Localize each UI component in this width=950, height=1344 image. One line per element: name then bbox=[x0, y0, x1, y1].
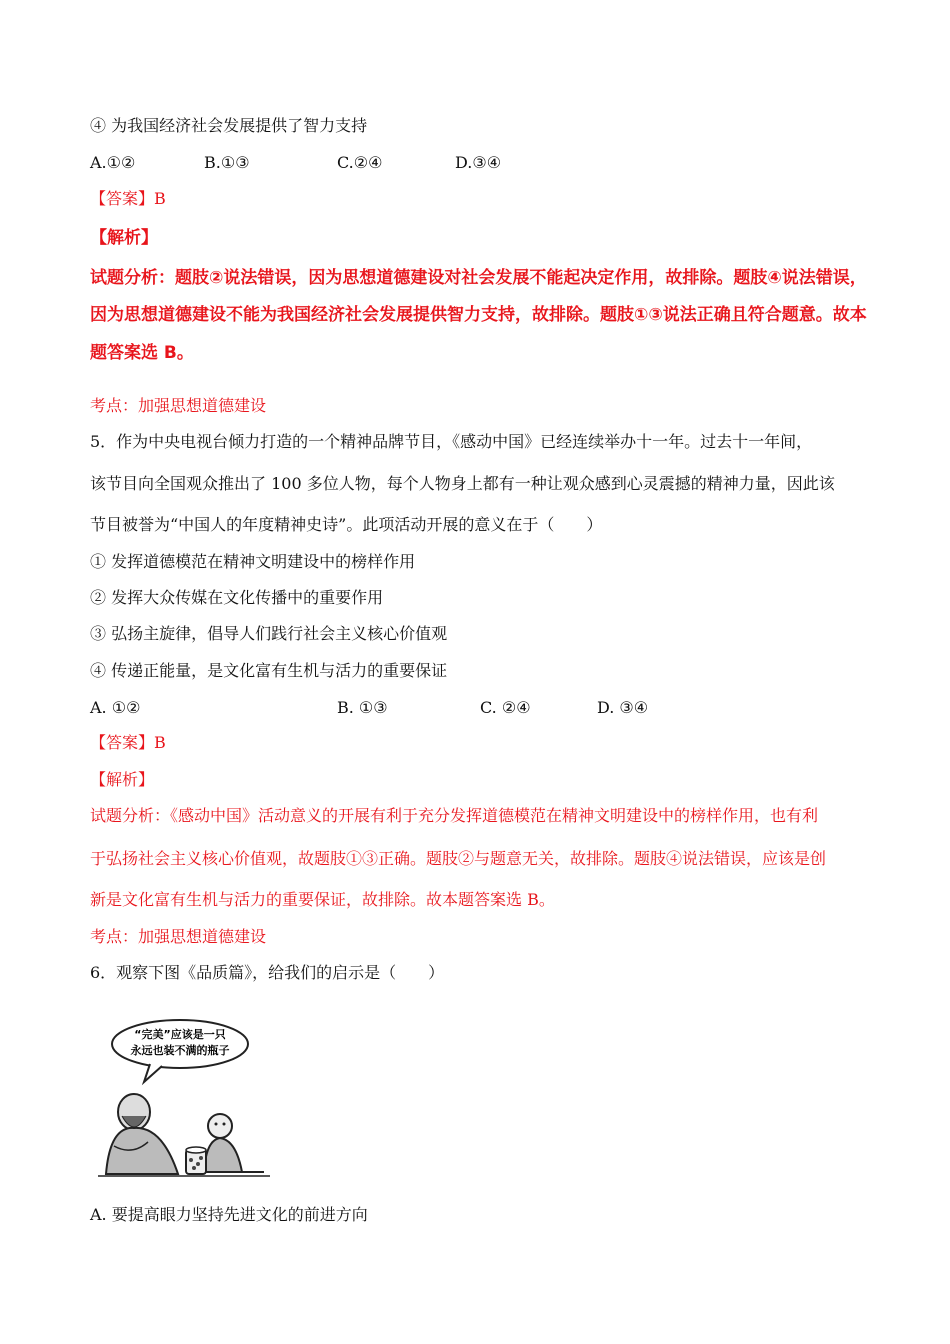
q5-stem-line-3: 节目被誉为“中国人的年度精神史诗”。此项活动开展的意义在于（ ） bbox=[90, 515, 603, 534]
q5-option-b: B. ①③ bbox=[337, 698, 388, 717]
q5-analysis-line-3: 新是文化富有生机与活力的重要保证，故排除。故本题答案选 B。 bbox=[90, 890, 555, 909]
q5-item-4: ④ 传递正能量，是文化富有生机与活力的重要保证 bbox=[90, 661, 448, 680]
q4-analysis-line-1: 试题分析：题肢②说法错误，因为思想道德建设对社会发展不能起决定作用，故排除。题肢④说法错误， bbox=[90, 268, 867, 288]
q4-option-d: D.③④ bbox=[455, 153, 502, 172]
cartoon-image bbox=[92, 1016, 274, 1180]
q5-option-c: C. ②④ bbox=[480, 698, 531, 717]
q5-analysis-line-1: 试题分析：《感动中国》活动意义的开展有利于充分发挥道德模范在精神文明建设中的榜样作用，也有利 bbox=[90, 806, 819, 825]
q4-option-b: B.①③ bbox=[204, 153, 250, 172]
q5-item-2: ② 发挥大众传媒在文化传播中的重要作用 bbox=[90, 588, 384, 607]
q5-option-d: D. ③④ bbox=[597, 698, 649, 717]
bubble-line-2: 永远也装不满的瓶子 bbox=[130, 1044, 230, 1057]
q4-analysis-title: 【解析】 bbox=[90, 228, 158, 248]
q4-option-a: A.①② bbox=[90, 153, 136, 172]
q5-analysis-line-2: 于弘扬社会主义核心价值观，故题肢①③正确。题肢②与题意无关，故排除。题肢④说法错误，应该是创 bbox=[90, 849, 827, 868]
q5-option-a: A. ①② bbox=[90, 698, 141, 717]
q5-item-1: ① 发挥道德模范在精神文明建设中的榜样作用 bbox=[90, 552, 416, 571]
q5-item-3: ③ 弘扬主旋律，倡导人们践行社会主义核心价值观 bbox=[90, 624, 448, 643]
q4-analysis-line-3: 题答案选 B。 bbox=[90, 343, 194, 363]
q5-kaodian: 考点：加强思想道德建设 bbox=[90, 927, 267, 946]
q4-item-4: ④ 为我国经济社会发展提供了智力支持 bbox=[90, 116, 368, 135]
q6-stem: 6．观察下图《品质篇》，给我们的启示是（ ） bbox=[90, 963, 445, 982]
q4-answer: 【答案】B bbox=[90, 189, 166, 208]
q4-option-c: C.②④ bbox=[337, 153, 383, 172]
q5-stem-line-2: 该节目向全国观众推出了 100 多位人物，每个人物身上都有一种让观众感到心灵震撼的精神力量，因此该 bbox=[90, 474, 835, 493]
q4-kaodian: 考点：加强思想道德建设 bbox=[90, 396, 267, 415]
q5-stem-line-1: 5．作为中央电视台倾力打造的一个精神品牌节目，《感动中国》已经连续举办十一年。过去十一年间， bbox=[90, 432, 813, 451]
q5-analysis-title: 【解析】 bbox=[90, 770, 155, 789]
q5-answer: 【答案】B bbox=[90, 733, 166, 752]
q6-option-a: A. 要提高眼力坚持先进文化的前进方向 bbox=[90, 1205, 368, 1224]
bubble-line-1: “完美”应该是一只 bbox=[134, 1028, 226, 1041]
q4-analysis-line-2: 因为思想道德建设不能为我国经济社会发展提供智力支持，故排除。题肢①③说法正确且符合题意。故本 bbox=[90, 305, 867, 325]
